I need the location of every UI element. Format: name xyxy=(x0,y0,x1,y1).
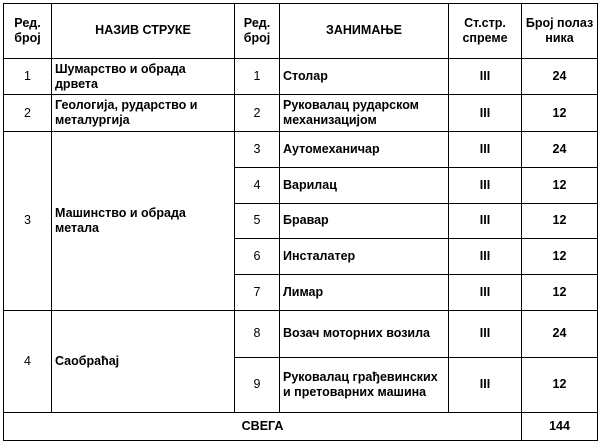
occupation-number: 8 xyxy=(235,310,280,357)
header-occupation: ЗАНИМАЊЕ xyxy=(280,4,449,59)
header-no2: Ред. број xyxy=(235,4,280,59)
field-number: 2 xyxy=(4,95,52,132)
field-name: Шумарство и обрада дрвета xyxy=(52,58,235,95)
occupation-name: Варилац xyxy=(280,167,449,203)
enrollment-table xyxy=(3,3,598,441)
field-number: 3 xyxy=(4,132,52,311)
header-level: Ст.стр. спреме xyxy=(449,4,522,59)
field-name: Геологија, рударство и металургија xyxy=(52,95,235,132)
participant-count: 12 xyxy=(522,274,598,310)
education-level: III xyxy=(449,203,522,239)
education-level: III xyxy=(449,357,522,412)
participant-count: 12 xyxy=(522,203,598,239)
occupation-name: Столар xyxy=(280,58,449,95)
occupation-name: Возач моторних возила xyxy=(280,310,449,357)
table-row xyxy=(4,310,598,357)
participant-count: 12 xyxy=(522,357,598,412)
education-level: III xyxy=(449,239,522,275)
participant-count: 12 xyxy=(522,239,598,275)
occupation-name: Аутомеханичар xyxy=(280,132,449,168)
header-row xyxy=(4,4,598,59)
occupation-number: 2 xyxy=(235,95,280,132)
occupation-number: 4 xyxy=(235,167,280,203)
education-level: III xyxy=(449,132,522,168)
field-name: Машинство и обрада метала xyxy=(52,132,235,311)
occupation-number: 1 xyxy=(235,58,280,95)
participant-count: 24 xyxy=(522,132,598,168)
total-label: СВЕГА xyxy=(4,412,522,440)
occupation-number: 3 xyxy=(235,132,280,168)
participant-count: 24 xyxy=(522,58,598,95)
occupation-number: 9 xyxy=(235,357,280,412)
participant-count: 12 xyxy=(522,95,598,132)
occupation-name: Инсталатер xyxy=(280,239,449,275)
participant-count: 12 xyxy=(522,167,598,203)
occupation-number: 7 xyxy=(235,274,280,310)
participant-count: 24 xyxy=(522,310,598,357)
education-level: III xyxy=(449,310,522,357)
occupation-number: 5 xyxy=(235,203,280,239)
education-level: III xyxy=(449,58,522,95)
total-row xyxy=(4,412,598,440)
header-no1: Ред. број xyxy=(4,4,52,59)
education-level: III xyxy=(449,167,522,203)
occupation-name: Руковалац рударском механизацијом xyxy=(280,95,449,132)
field-name: Саобраћај xyxy=(52,310,235,412)
field-number: 1 xyxy=(4,58,52,95)
table-row xyxy=(4,95,598,132)
education-level: III xyxy=(449,274,522,310)
education-level: III xyxy=(449,95,522,132)
occupation-name: Бравар xyxy=(280,203,449,239)
total-value: 144 xyxy=(522,412,598,440)
table-row xyxy=(4,132,598,168)
table-row xyxy=(4,58,598,95)
occupation-number: 6 xyxy=(235,239,280,275)
occupation-name: Руковалац грађевинских и претоварних машина xyxy=(280,357,449,412)
field-number: 4 xyxy=(4,310,52,412)
header-field: НАЗИВ СТРУКЕ xyxy=(52,4,235,59)
occupation-name: Лимар xyxy=(280,274,449,310)
header-count: Број полазника xyxy=(522,4,598,59)
